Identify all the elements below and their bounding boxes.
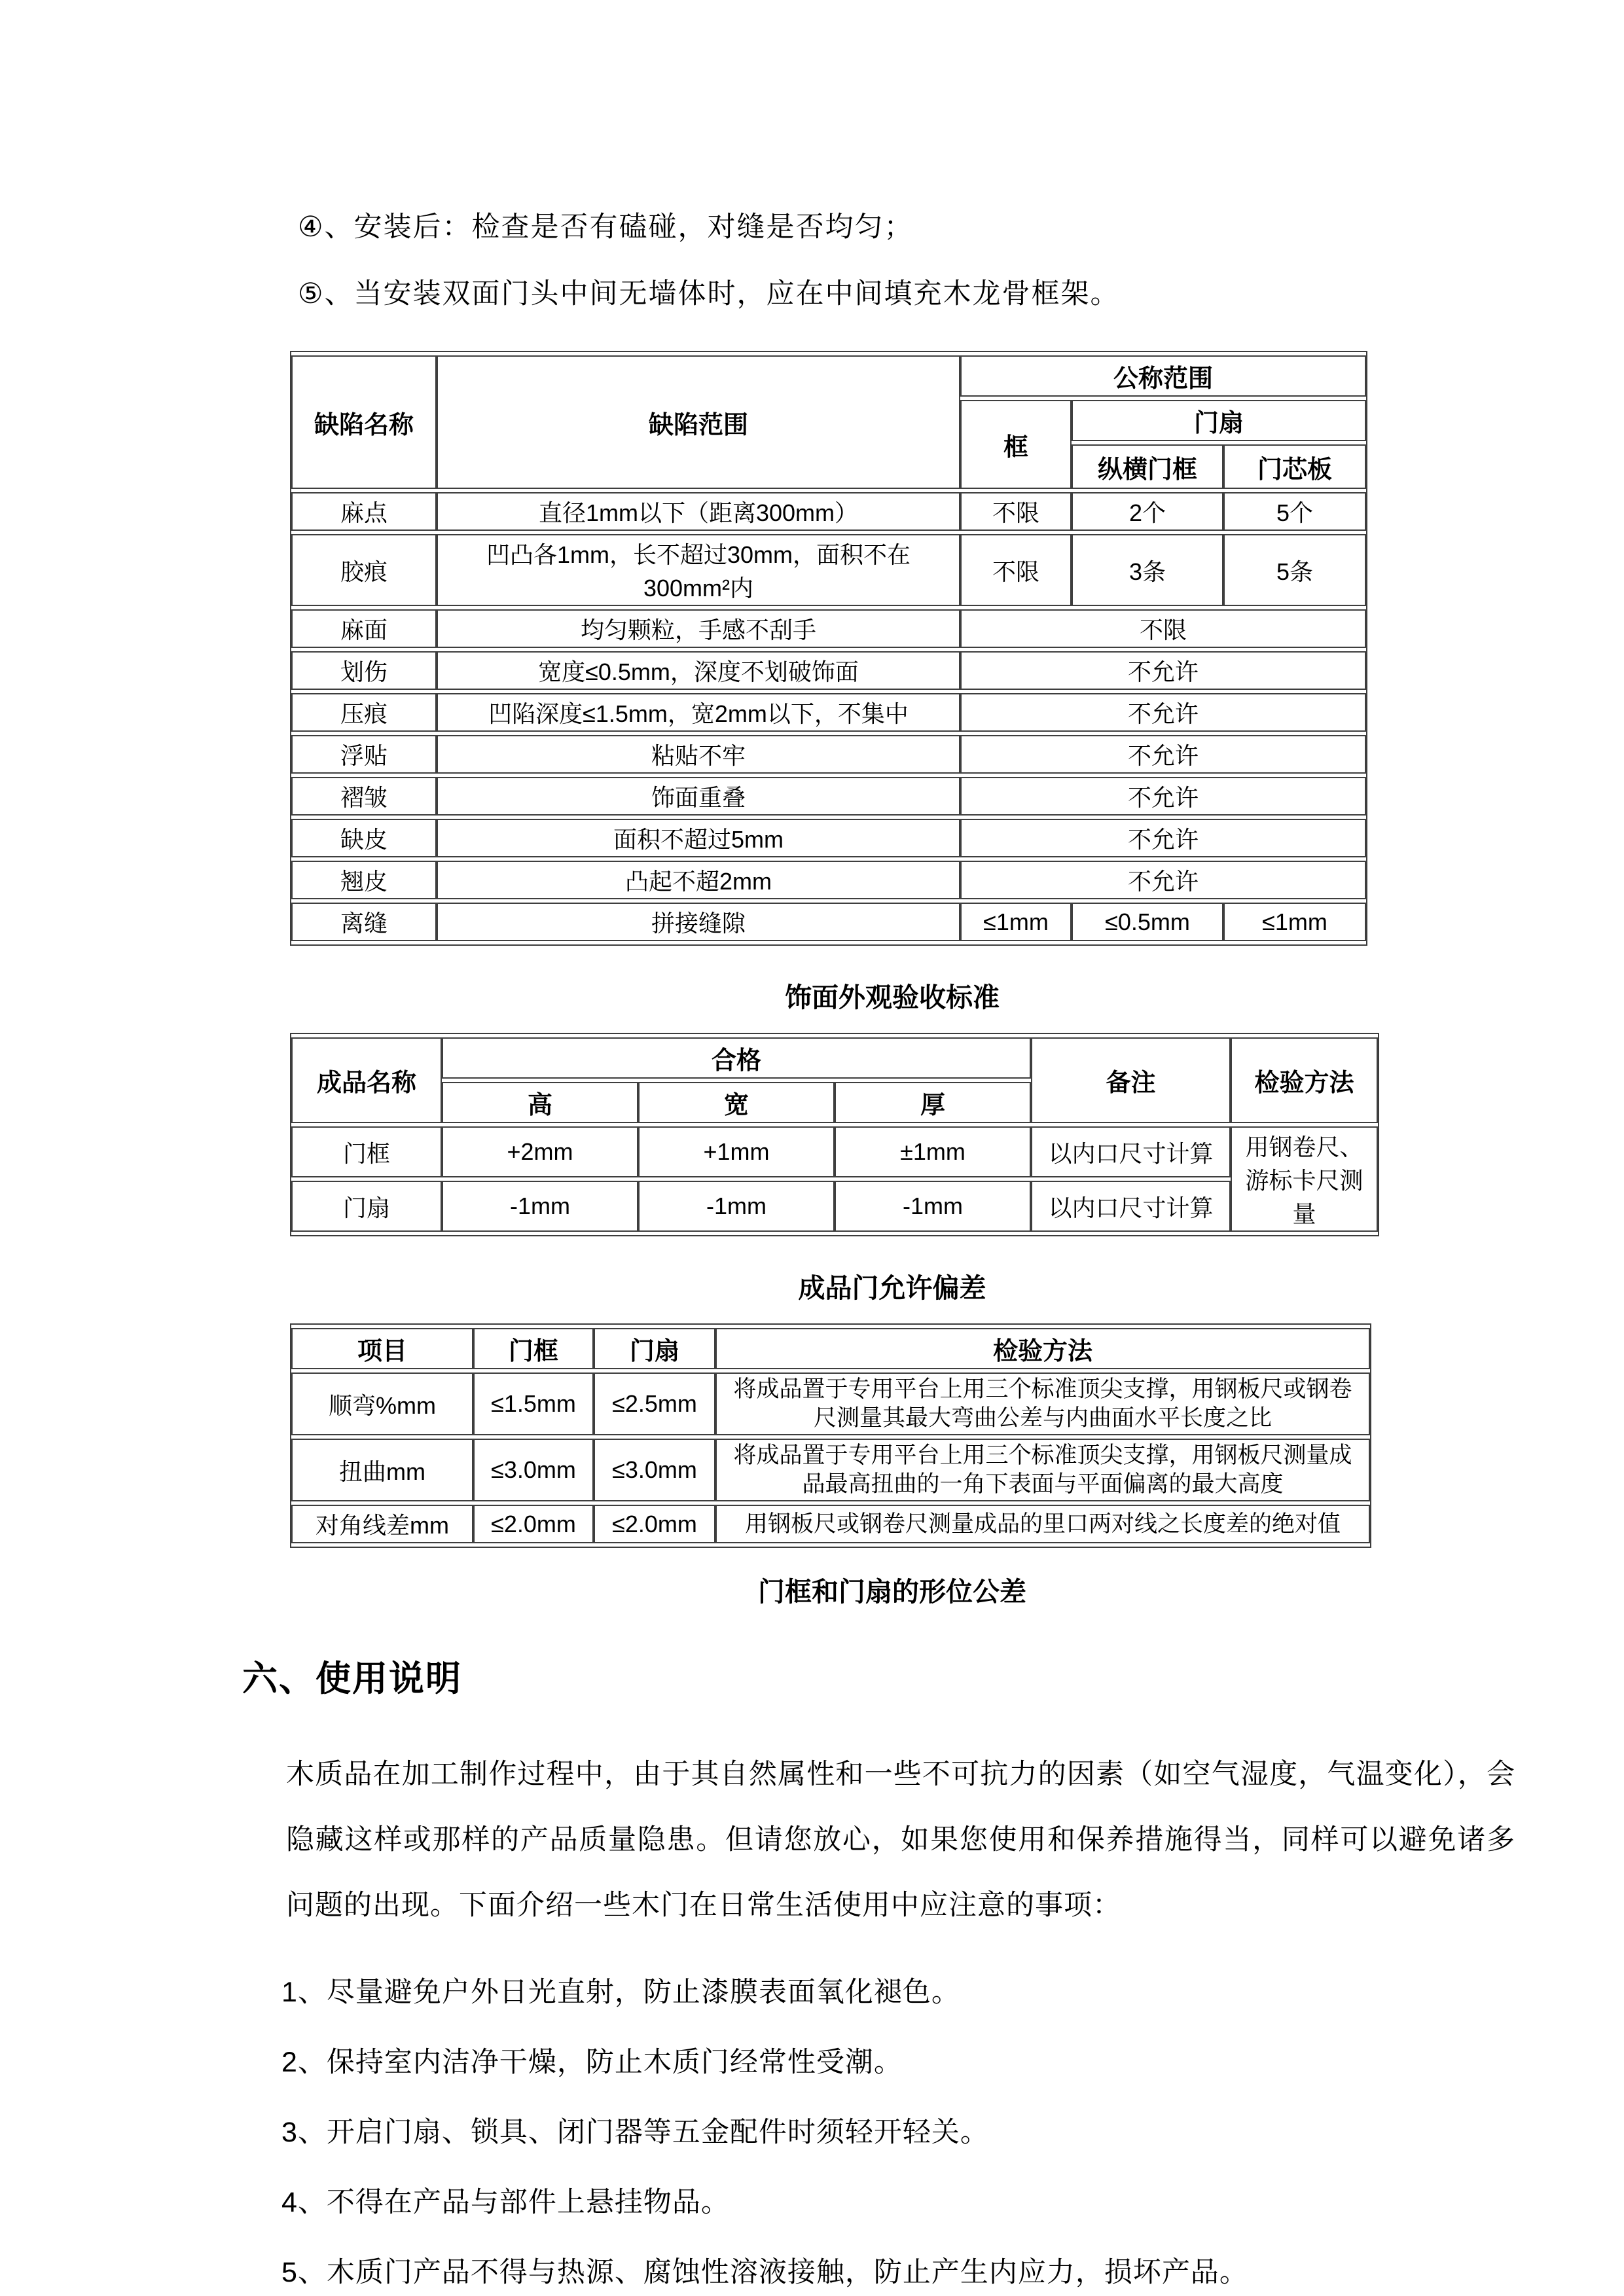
defect-name: 胶痕 [291, 534, 437, 606]
usage-section-heading: 六、使用说明 [242, 1659, 462, 1698]
defects-nominal-range-header: 公称范围 [960, 355, 1366, 397]
defect-name: 麻点 [291, 492, 437, 531]
tolerance-method: 将成品置于专用平台上用三个标准顶尖支撑，用钢板尺或钢卷尺测量其最大弯曲公差与内曲面水平长度之比 [715, 1372, 1370, 1435]
tolerance-method-header: 检验方法 [715, 1328, 1370, 1369]
defect-name: 划伤 [291, 651, 437, 690]
defect-range: 拼接缝隙 [437, 903, 960, 941]
table-row [291, 1181, 1378, 1232]
defects-col-name-header: 缺陷名称 [291, 355, 437, 489]
table-row [291, 861, 1366, 899]
tolerance-item: 顺弯%mm [291, 1372, 473, 1435]
deviation-width-header: 宽 [638, 1082, 835, 1123]
table-row [291, 735, 1366, 774]
usage-item-4: 4、不得在产品与部件上悬挂物品。 [281, 2187, 730, 2218]
defects-door-leaf-header: 门扇 [1072, 400, 1366, 441]
defect-name: 缺皮 [291, 819, 437, 857]
install-step-5: ⑤、当安装双面门头中间无墙体时，应在中间填充木龙骨框架。 [298, 278, 1120, 310]
table-row [291, 492, 1366, 531]
tolerance-table-caption: 门框和门扇的形位公差 [758, 1577, 1026, 1607]
table-row [291, 819, 1366, 857]
table-row [291, 1126, 1378, 1177]
defect-range: 饰面重叠 [437, 777, 960, 816]
defect-merged-limit: 不限 [960, 609, 1366, 648]
height-value: -1mm [442, 1181, 638, 1232]
remark-value: 以内口尺寸计算 [1031, 1181, 1231, 1232]
table-row [291, 609, 1366, 648]
defect-merged-limit: 不允许 [960, 735, 1366, 774]
tolerance-item: 扭曲mm [291, 1439, 473, 1501]
table-row [291, 1439, 1370, 1501]
tolerance-frame-value: ≤1.5mm [473, 1372, 594, 1435]
defect-name: 翘皮 [291, 861, 437, 899]
product-name: 门框 [291, 1126, 442, 1177]
defect-merged-limit: 不允许 [960, 693, 1366, 732]
width-value: -1mm [638, 1181, 835, 1232]
defects-col-range-header: 缺陷范围 [437, 355, 960, 489]
method-value: 用钢卷尺、游标卡尺测量 [1231, 1126, 1378, 1232]
defect-merged-limit: 不允许 [960, 861, 1366, 899]
table-row [291, 651, 1366, 690]
usage-item-3: 3、开启门扇、锁具、闭门器等五金配件时须轻开轻关。 [281, 2117, 989, 2148]
tolerance-item: 对角线差mm [291, 1505, 473, 1543]
defect-name: 浮贴 [291, 735, 437, 774]
defect-range: 凹凸各1mm，长不超过30mm，面积不在300mm²内 [437, 534, 960, 606]
defects-frame-header: 框 [960, 400, 1072, 489]
height-value: +2mm [442, 1126, 638, 1177]
usage-paragraph: 木质品在加工制作过程中，由于其自然属性和一些不可抗力的因素（如空气湿度，气温变化），会隐藏这样或那样的产品质量隐患。但请您放心，如果您使用和保养措施得当，同样可以避免诸多问题的出现。下面介绍一些木门在日常生活使用中应注意的事项： [286, 1759, 1515, 1921]
usage-item-1: 1、尽量避免户外日光直射，防止漆膜表面氧化褪色。 [281, 1977, 960, 2008]
deviation-product-name-header: 成品名称 [291, 1037, 442, 1123]
table-row [291, 693, 1366, 732]
deviation-pass-header: 合格 [442, 1037, 1031, 1079]
tolerance-item-header: 项目 [291, 1328, 473, 1369]
defect-merged-limit: 不允许 [960, 777, 1366, 816]
defect-vh-limit: ≤0.5mm [1072, 903, 1223, 941]
remark-value: 以内口尺寸计算 [1031, 1126, 1231, 1177]
thickness-value: ±1mm [835, 1126, 1031, 1177]
tolerance-leaf-value: ≤3.0mm [594, 1439, 715, 1501]
install-step-4: ④、安装后：检查是否有磕碰，对缝是否均匀； [298, 211, 914, 243]
defect-range: 凸起不超2mm [437, 861, 960, 899]
tolerance-frame-value: ≤3.0mm [473, 1439, 594, 1501]
table-row [291, 777, 1366, 816]
defects-table-caption: 饰面外观验收标准 [785, 982, 1000, 1013]
defect-range: 粘贴不牢 [437, 735, 960, 774]
defect-merged-limit: 不允许 [960, 819, 1366, 857]
deviation-thickness-header: 厚 [835, 1082, 1031, 1123]
defect-frame-limit: 不限 [960, 492, 1072, 531]
defect-core-limit: 5个 [1223, 492, 1366, 531]
defect-core-limit: ≤1mm [1223, 903, 1366, 941]
defect-range: 直径1mm以下（距离300mm） [437, 492, 960, 531]
defect-range: 均匀颗粒，手感不刮手 [437, 609, 960, 648]
deviation-height-header: 高 [442, 1082, 638, 1123]
deviation-table [290, 1033, 1379, 1236]
tolerance-table [290, 1323, 1371, 1548]
defects-vh-frame-header: 纵横门框 [1072, 444, 1223, 489]
tolerance-leaf-value: ≤2.0mm [594, 1505, 715, 1543]
width-value: +1mm [638, 1126, 835, 1177]
thickness-value: -1mm [835, 1181, 1031, 1232]
usage-item-5: 5、木质门产品不得与热源、腐蚀性溶液接触，防止产生内应力，损坏产品。 [281, 2257, 1248, 2288]
defect-core-limit: 5条 [1223, 534, 1366, 606]
defect-range: 凹陷深度≤1.5mm，宽2mm以下，不集中 [437, 693, 960, 732]
defect-frame-limit: 不限 [960, 534, 1072, 606]
tolerance-leaf-header: 门扇 [594, 1328, 715, 1369]
defect-name: 压痕 [291, 693, 437, 732]
table-row [291, 1505, 1370, 1543]
deviation-method-header: 检验方法 [1231, 1037, 1378, 1123]
defect-merged-limit: 不允许 [960, 651, 1366, 690]
tolerance-method: 用钢板尺或钢卷尺测量成品的里口两对线之长度差的绝对值 [715, 1505, 1370, 1543]
tolerance-method: 将成品置于专用平台上用三个标准顶尖支撑，用钢板尺测量成品最高扭曲的一角下表面与平面偏离的最大高度 [715, 1439, 1370, 1501]
table-row [291, 1372, 1370, 1435]
defect-vh-limit: 2个 [1072, 492, 1223, 531]
tolerance-leaf-value: ≤2.5mm [594, 1372, 715, 1435]
table-row [291, 534, 1366, 606]
defect-name: 麻面 [291, 609, 437, 648]
defect-name: 褶皱 [291, 777, 437, 816]
defect-range: 宽度≤0.5mm，深度不划破饰面 [437, 651, 960, 690]
defect-name: 离缝 [291, 903, 437, 941]
tolerance-frame-value: ≤2.0mm [473, 1505, 594, 1543]
defect-vh-limit: 3条 [1072, 534, 1223, 606]
product-name: 门扇 [291, 1181, 442, 1232]
defects-table [290, 351, 1367, 946]
defect-range: 面积不超过5mm [437, 819, 960, 857]
table-row [291, 903, 1366, 941]
defect-frame-limit: ≤1mm [960, 903, 1072, 941]
usage-item-2: 2、保持室内洁净干燥，防止木质门经常性受潮。 [281, 2047, 903, 2078]
deviation-table-caption: 成品门允许偏差 [798, 1273, 986, 1303]
deviation-remark-header: 备注 [1031, 1037, 1231, 1123]
defects-core-panel-header: 门芯板 [1223, 444, 1366, 489]
tolerance-frame-header: 门框 [473, 1328, 594, 1369]
